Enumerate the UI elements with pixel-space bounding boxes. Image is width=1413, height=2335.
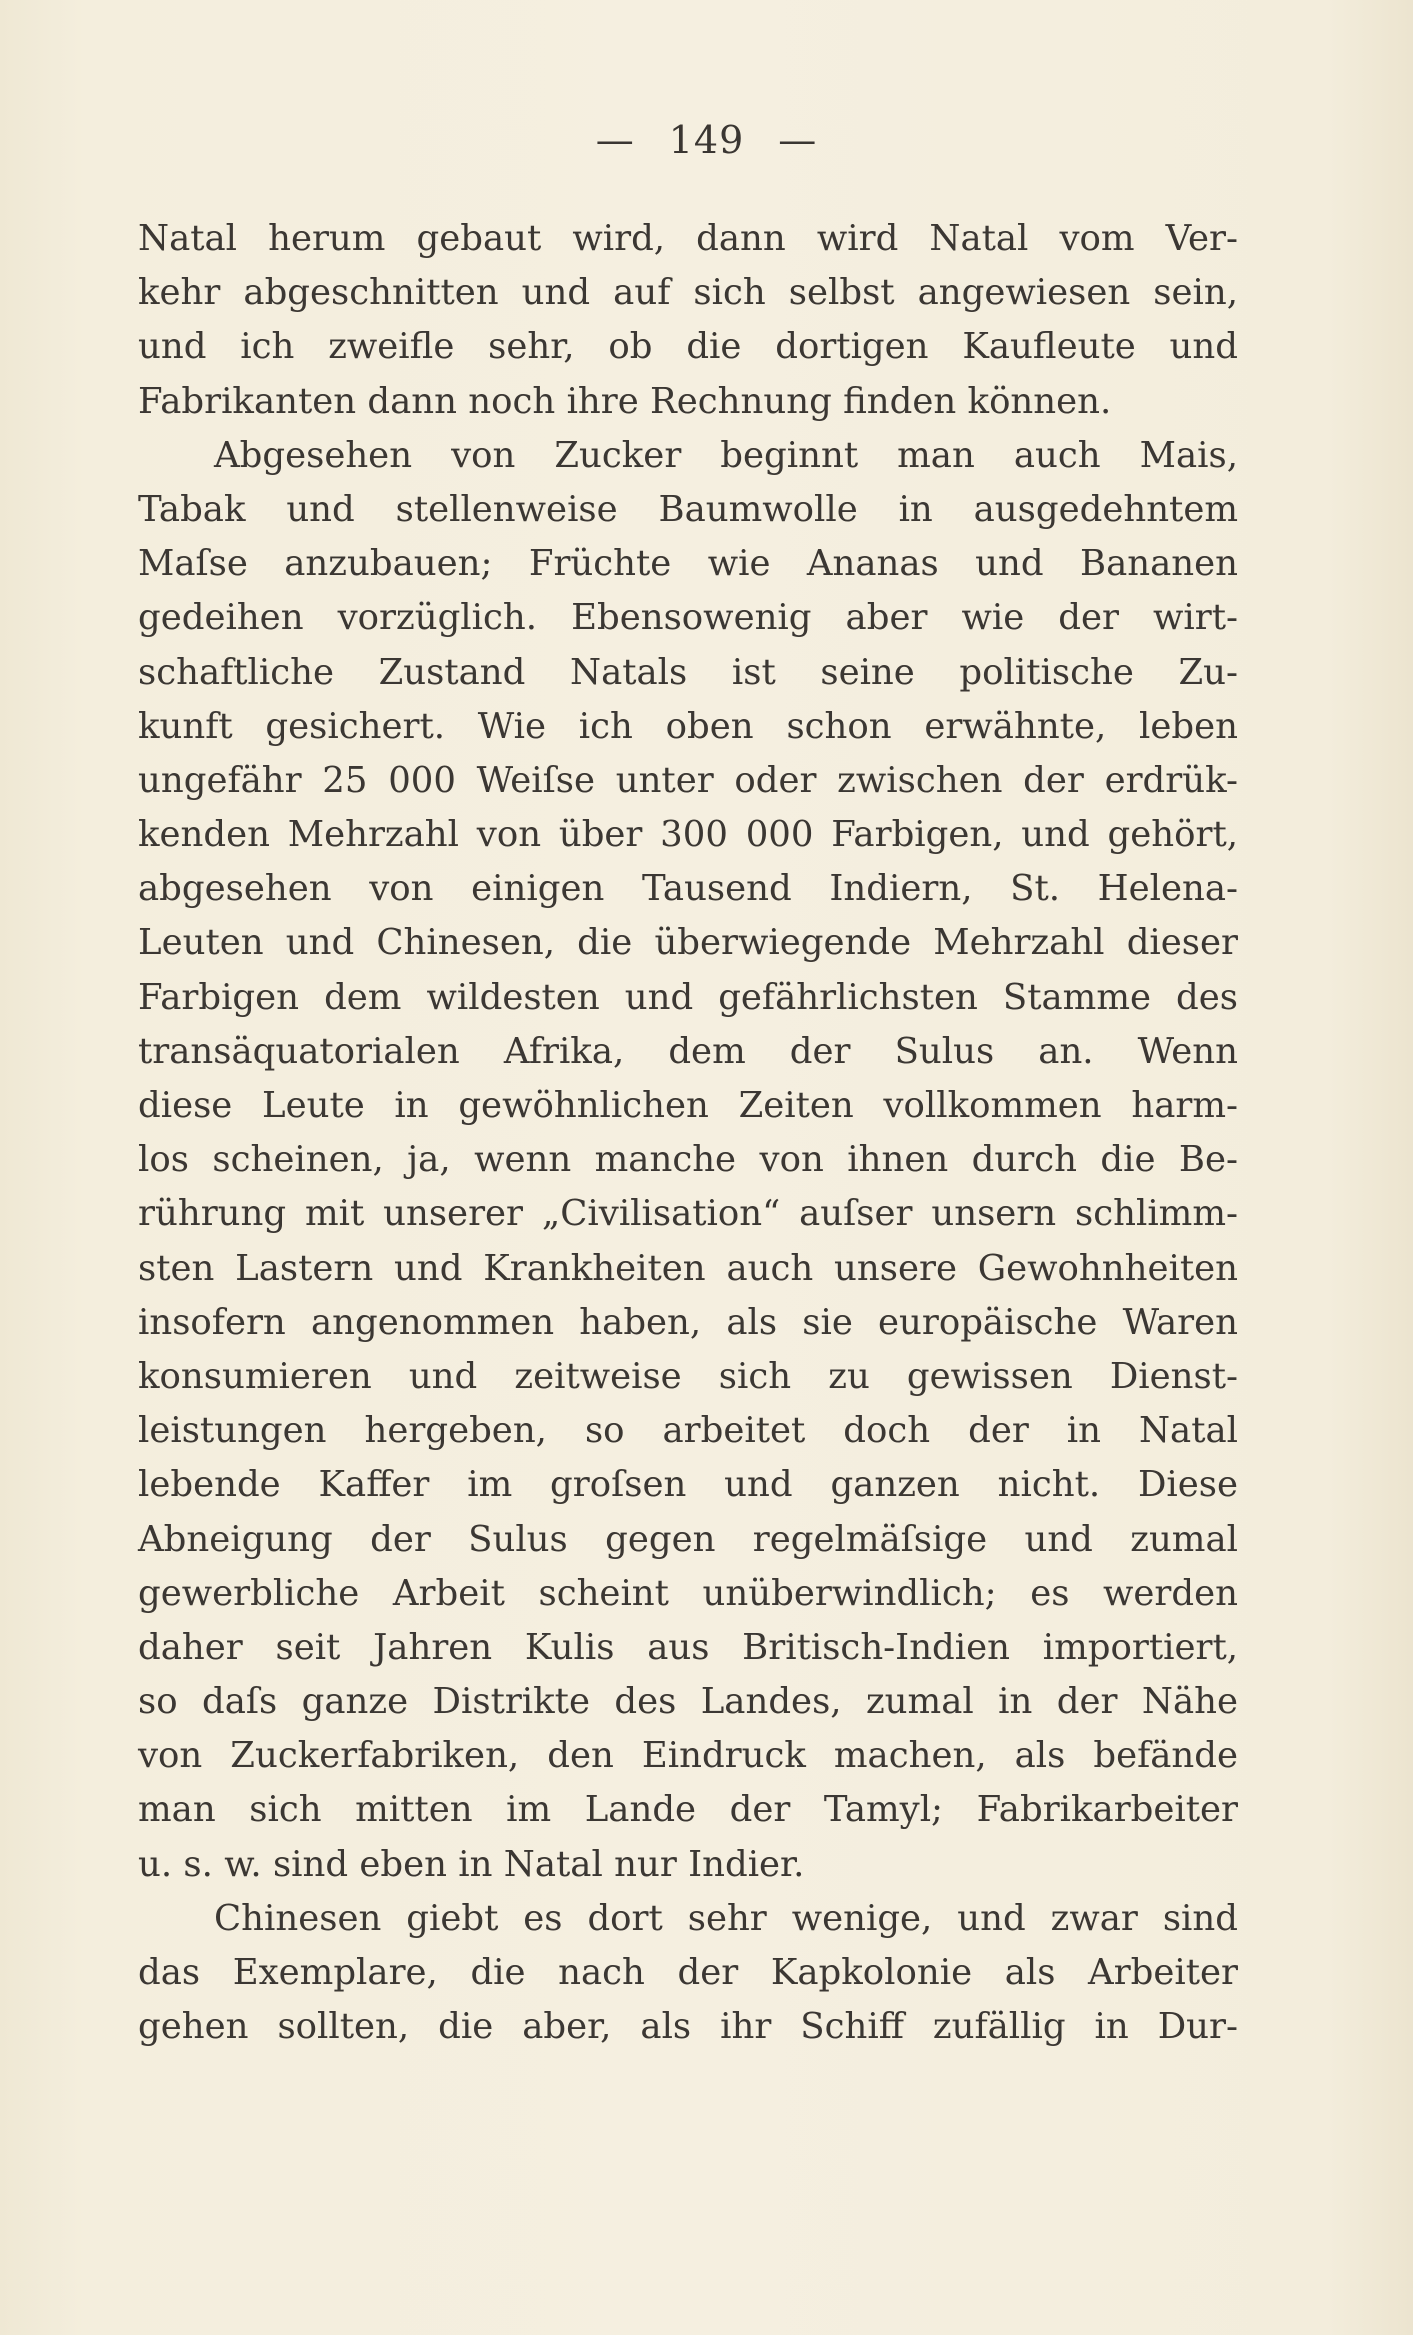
text-line: von Zuckerfabriken, den Eindruck machen, als befände (138, 1735, 1238, 1777)
page-header (0, 118, 1413, 162)
text-line: leistungen hergeben, so arbeitet doch der in Natal (138, 1410, 1238, 1452)
text-line: daher seit Jahren Kulis aus Britisch-Indien importiert, (138, 1626, 1238, 1668)
text-line: diese Leute in gewöhnlichen Zeiten vollkommen harm- (138, 1085, 1238, 1126)
text-line: gewerbliche Arbeit scheint unüberwindlich; es werden (138, 1572, 1238, 1614)
header-dash-left: — (595, 118, 635, 162)
page-number: 149 (668, 118, 745, 162)
text-line: Farbigen dem wildesten und gefährlichsten Stamme des (138, 976, 1238, 1018)
text-line: Fabrikanten dann noch ihre Rechnung finden können. (138, 380, 1112, 422)
text-line: insofern angenommen haben, als sie europäische Waren (138, 1301, 1238, 1343)
text-line: transäquatorialen Afrika, dem der Sulus an. Wenn (138, 1030, 1238, 1072)
text-line: schaftliche Zustand Natals ist seine politische Zu- (138, 651, 1238, 693)
text-line: lebende Kaffer im groſsen und ganzen nicht. Diese (138, 1464, 1238, 1506)
text-line: das Exemplare, die nach der Kapkolonie als Arbeiter (138, 1952, 1238, 1993)
text-line: kenden Mehrzahl von über 300 000 Farbigen, und gehört, (138, 814, 1238, 856)
text-line: kehr abgeschnitten und auf sich selbst angewiesen sein, (138, 272, 1238, 314)
text-line: konsumieren und zeitweise sich zu gewissen Dienst- (138, 1355, 1238, 1397)
text-line: so daſs ganze Distrikte des Landes, zumal in der Nähe (138, 1681, 1238, 1723)
text-line: rührung mit unserer „Civilisation“ auſser unsern schlimm- (138, 1193, 1238, 1235)
text-line: Abneigung der Sulus gegen regelmäſsige und zumal (138, 1518, 1238, 1560)
text-line: abgesehen von einigen Tausend Indiern, St. Helena- (138, 868, 1238, 910)
header-dash-right: — (778, 118, 818, 162)
text-line: Maſse anzubauen; Früchte wie Ananas und Bananen (138, 543, 1238, 585)
text-line: u. s. w. sind eben in Natal nur Indier. (138, 1843, 805, 1885)
text-line: sten Lastern und Krankheiten auch unsere Gewohnheiten (138, 1247, 1238, 1289)
text-line: man sich mitten im Lande der Tamyl; Fabrikarbeiter (138, 1789, 1238, 1831)
text-line: Leuten und Chinesen, die überwiegende Mehrzahl dieser (138, 922, 1238, 964)
text-line: kunft gesichert. Wie ich oben schon erwähnte, leben (138, 705, 1238, 747)
text-line: und ich zweifle sehr, ob die dortigen Kaufleute und (138, 326, 1238, 368)
text-line: Abgesehen von Zucker beginnt man auch Mais, (214, 434, 1238, 476)
text-line: Chinesen giebt es dort sehr wenige, und zwar sind (214, 1897, 1238, 1939)
text-line: ungefähr 25 000 Weiſse unter oder zwischen der erdrük- (138, 759, 1238, 801)
text-line: Natal herum gebaut wird, dann wird Natal vom Ver- (138, 218, 1238, 259)
text-line: Tabak und stellenweise Baumwolle in ausgedehntem (138, 488, 1238, 530)
text-line: gehen sollten, die aber, als ihr Schiff zufällig in Dur- (138, 2006, 1238, 2048)
body-text (138, 212, 1238, 2054)
text-line: los scheinen, ja, wenn manche von ihnen durch die Be- (138, 1139, 1238, 1181)
text-line: gedeihen vorzüglich. Ebensowenig aber wie der wirt- (138, 597, 1238, 639)
